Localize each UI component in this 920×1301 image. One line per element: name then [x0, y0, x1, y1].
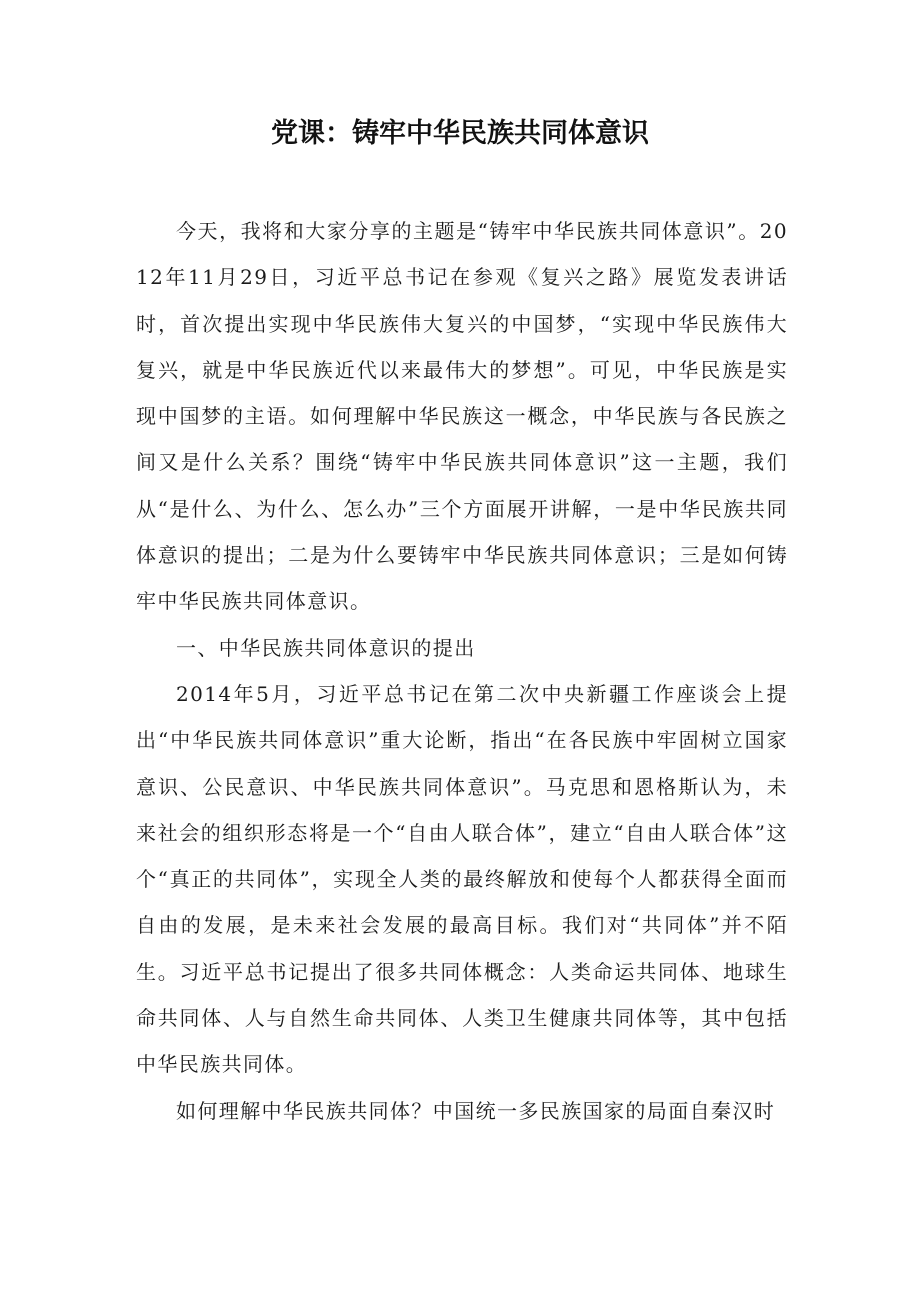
- document-title: 党课：铸牢中华民族共同体意识: [271, 118, 649, 149]
- document-body: [136, 208, 788, 1134]
- paragraph-understanding: 如何理解中华民族共同体？中国统一多民族国家的局面自秦汉时: [176, 1098, 776, 1123]
- paragraph-intro: 今天，我将和大家分享的主题是“铸牢中华民族共同体意识”。2012年11月29日，习近平总书记在参观《复兴之路》展览发表讲话时，首次提出实现中华民族伟大复兴的中国梦，“实现中华民族伟大复兴，就是中华民族近代以来最伟大的梦想”。可见，中华民族是实现中国梦的主语。如何理解中华民族这一概念，中华民族与各民族之间又是什么关系？围绕“铸牢中华民族共同体意识”这一主题，我们从“是什么、为什么、怎么办”三个方面展开讲解，一是中华民族共同体意识的提出；二是为什么要铸牢中华民族共同体意识；三是如何铸牢中华民族共同体意识。: [136, 219, 788, 614]
- paragraph-section-1: 2014年5月，习近平总书记在第二次中央新疆工作座谈会上提出“中华民族共同体意识”重大论断，指出“在各民族中牢固树立国家意识、公民意识、中华民族共同体意识”。马克思和恩格斯认为，未来社会的组织形态将是一个“自由人联合体”，建立“自由人联合体”这个“真正的共同体”，实现全人类的最终解放和使每个人都获得全面而自由的发展，是未来社会发展的最高目标。我们对“共同体”并不陌生。习近平总书记提出了很多共同体概念：人类命运共同体、地球生命共同体、人与自然生命共同体、人类卫生健康共同体等，其中包括中华民族共同体。: [136, 681, 788, 1077]
- section-heading-1: 一、中华民族共同体意识的提出: [176, 635, 476, 660]
